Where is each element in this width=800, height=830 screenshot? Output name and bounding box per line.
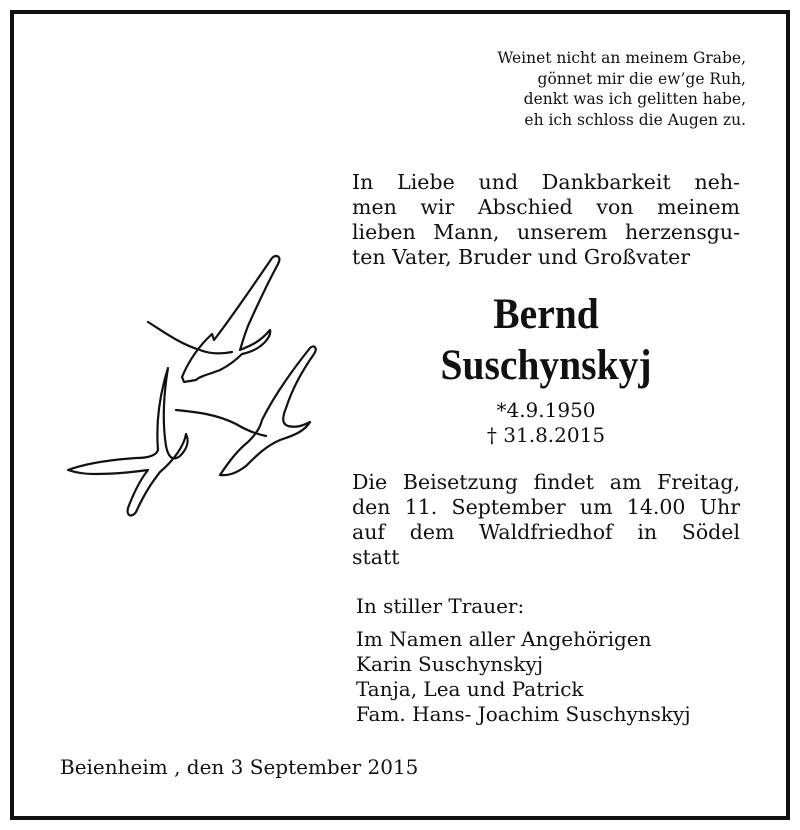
farewell-line: In Liebe und Dankbarkeit neh- xyxy=(352,170,740,194)
bird-top-icon xyxy=(148,256,279,382)
farewell-line: ten Vater, Bruder und Großvater xyxy=(352,245,691,269)
mourners-block xyxy=(356,594,744,727)
verse-line: gönnet mir die ew’ge Ruh, xyxy=(537,69,746,88)
bird-right-icon xyxy=(176,346,316,475)
verse-line: denkt was ich gelitten habe, xyxy=(523,90,746,108)
deceased-first-name: Bernd xyxy=(493,291,599,338)
funeral-line: den 11. September um 14.00 Uhr xyxy=(352,495,740,519)
life-dates xyxy=(352,398,740,448)
mourner-line: Im Namen aller Angehörigen xyxy=(356,627,652,651)
mourner-line: Tanja, Lea und Patrick xyxy=(356,677,584,701)
mourner-line: Karin Suschynskyj xyxy=(356,652,544,676)
flying-birds-icon xyxy=(60,250,330,530)
memorial-verse xyxy=(497,48,746,130)
birth-date: *4.9.1950 xyxy=(496,398,596,422)
funeral-line: Die Beisetzung findet am Freitag, xyxy=(352,470,740,494)
verse-line: eh ich schloss die Augen zu. xyxy=(524,110,746,129)
bird-left-icon xyxy=(68,368,188,515)
place-and-date: Beienheim , den 3 September 2015 xyxy=(60,755,419,779)
funeral-line: auf dem Waldfriedhof in Södel xyxy=(352,520,740,544)
verse-line: Weinet nicht an meinem Grabe, xyxy=(497,49,746,67)
farewell-line: lieben Mann, unserem herzensgu- xyxy=(352,220,740,244)
funeral-line: statt xyxy=(352,545,400,569)
deceased-last-name: Suschynskyj xyxy=(440,342,652,389)
farewell-text xyxy=(352,170,740,270)
funeral-notice xyxy=(352,470,740,570)
farewell-line: men wir Abschied von meinem xyxy=(352,195,740,219)
death-date: † 31.8.2015 xyxy=(486,423,606,447)
mourning-heading: In stiller Trauer: xyxy=(356,594,525,618)
mourner-line: Fam. Hans- Joachim Suschynskyj xyxy=(356,702,691,726)
